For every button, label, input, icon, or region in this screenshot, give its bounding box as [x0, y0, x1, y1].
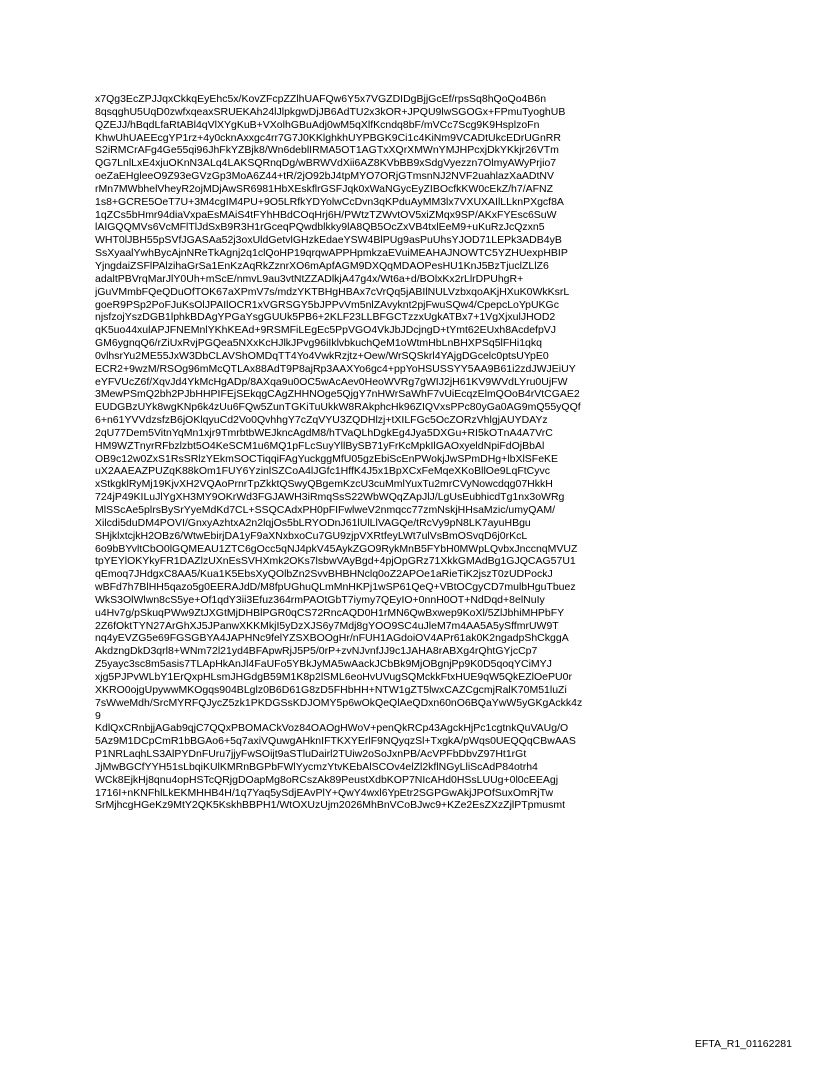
- text-line: xjg5PJPvWLbY1ErQxpHLsmJHGdgB59M1K8p2lSML6eoHvUVugSQMckkFtxHUE9qW5QkEZlOePU0r: [95, 670, 572, 683]
- text-line: rMn7MWbhelVheyR2ojMDjAwSR6981HbXEskflrGSFJqk0xWaNGycEyZIBOcfkKW0cEkZ/h7/AFNZ: [95, 182, 554, 195]
- text-line: eYFVUcZ6f/XqvJd4YkMcHgADp/8AXqa9u0OC5wAcAev0HeoWVRg7gWIJ2jH61KV9WVdLYru0UjFW: [95, 375, 568, 388]
- text-line: 3MewPSmQ2bh2PJbHHPIFEjSEkqgCAgZHHNOge5QjgY7nHWrSaWhF7vUiEcqzElmQOoB4rVtCGAE2: [95, 388, 580, 401]
- text-line: QG7LnlLxE4xjuOKnN3ALq4LAKSQRnqDg/wBRWVdXii6AZ8KVbBB9xSdgVyezzn7OlmyAWyPrjio7: [95, 157, 557, 170]
- text-line: Xilcdi5duDM4POVI/GnxyAzhtxA2n2lqjOs5bLRYODnJ61lUlLlVAGQe/tRcVy9pN8LK7ayuHBgu: [95, 516, 531, 529]
- text-line: KhwUhUAEEcgYP1rz+4y0cknAxxgc4rr7G7J0KKlghkhUYPBGK9Ci1c4KiNm9VCADtUkcEDrUGnRR: [95, 131, 561, 144]
- text-line: KdlQxCRnbjjAGab9qjC7QQxPBOMACkVoz84OAOgHWoV+penQkRCp43AgckHjPc1cgtnkQuVAUg/O: [95, 722, 569, 735]
- text-line: 5Az9M1DCpCmR1bBGAo6+5q7axiVQuwgAHknIFTKXYErlF9NQyqzSl+TxgkA/pWqs0UEQQqCBwAAS: [95, 735, 576, 748]
- text-line: QZEJJ/hBqdLfaRtABl4qVlXYgKuB+VXolhGBuAdj0wM5qXlfKcndq8bF/mVCc7Scg9K9HsplzoFn: [95, 118, 540, 131]
- text-line: 9: [95, 709, 101, 722]
- text-line: YjngdaiZSFlPAlzihaGrSa1EnKzAqRkZznrXO6mApfAGM9DXQqMDAOPesHU1KnJ5BzTjuclZLlZ6: [95, 259, 549, 272]
- text-line: goeR9PSp2PoFJuKsOlJPAIlOCR1xVGRSGY5bJPPvVm5nlZAvyknt2pjFwuSQw4/CpepcLoYpUKGc: [95, 298, 559, 311]
- text-line: WkS3OlWlwn8cS5ye+Of1qdY3ii3Efuz364rmPAOtGbT7iymy7QEyIO+0nnH0OT+NdDqd+8elNuIy: [95, 593, 545, 606]
- text-line: OB9c12w0ZxS1RsSRlzYEkmSOCTiqqiFAgYuckggMfU05gzEbiScEnPWokjJwSPmDHg+lbXlSFeKE: [95, 452, 559, 465]
- text-line: qK5uo44xulAPJFNEMnlYKhKEAd+9RSMFiLEgEc5PpVGO4VkJbJDcjngD+tYmt62EUxh8AcdefpVJ: [95, 324, 557, 337]
- text-line: oeZaEHgleeO9Z93eGVzGp3MoA6Z44+tR/2jO92bJ4tpMYO7ORjGTmsnNJ2NVF2uahlazXaADtNV: [95, 170, 554, 183]
- text-line: nq4yEVZG5e69FGSGBYA4JAPHNc9felYZSXBOOgHr/nFUH1AGdoiOV4APr61ak0K2ngadpShCkggA: [95, 632, 569, 645]
- text-line: HM9WZTnyrRFbzlzbt5O4KeSCM1u6MQ1pFLcSuyYllBySB71yFrKcMpkIlGAOxyeldNpiFdOjBbAl: [95, 439, 545, 452]
- text-line: lAIGQQMVs6VcMFlTlJdSxB9R3H1rGceqPQwdblkky9lA8QB5OcZxVB4txlEeM9+uKuRzJcQzxn5: [95, 221, 545, 234]
- text-line: WHT0lJBH55pSVfJGASAa52j3oxUldGetvlGHzkEdaeYSW4BlPUg9asPuUhsYJOD71LEPk3ADB4yB: [95, 234, 562, 247]
- text-line: GM6ygnqQ6/rZiUxRvjPGQea5NXxKcHJlkJPvg96iIklvbkuchQeM1oWtmHbLnBHXPSq5lFHi1qkq: [95, 337, 542, 350]
- text-line: 1s8+GCRE5OeT7U+3M4cgIM4PU+9O5LRfkYDYolwCcDvn3qKPduAyMM3lx7VXUXAIlLLknPXgcf8A: [95, 195, 564, 208]
- text-line: Z5yayc3sc8m5asis7TLApHkAnJl4FaUFo5YBkJyMA5wAackJCbBk9MjOBgnjPp9K0D5qoqYCiMYJ: [95, 658, 552, 671]
- text-line: wBFd7h7BlHH5qazo5g0EERAJdD/M8fpUGhuQLmMnHKPj1wSP61QeQ+VBtOCgyCD7mulbHguTbuez: [95, 581, 576, 594]
- text-line: 1qZCs5bHmr94diaVxpaEsMAiS4tFYhHBdCOqHrj6H/PWtzTZWvtOV5xiZMqx9SP/AKxFYEsc6SuW: [95, 208, 557, 221]
- text-line: njsfzojYszDGB1lphkBDAgYPGaYsgGUUk5PB6+2KLF23LLBFGCTzzxUgkATBx7+1VgXjxulJHOD2: [95, 311, 556, 324]
- text-line: AkdzngDkD3qrl8+WNm72l21yd4BFApwRjJ5P5/0rP+zvNJvnfJJ9c1JAHA8rABXg4rQhtGYjcCp7: [95, 645, 538, 658]
- text-line: uX2AAEAZPUZqK88kOm1FUY6YzinlSZCoA4lJGfc1HffK4J5x1BpXCxFeMqeXKoBllOe9LqFtCyvc: [95, 465, 550, 478]
- text-line: xStkgklRyMj19KjvXH2VQAoPrnrTpZkktQSwyQBgemKzcU3cuMmlYuxTu2mrCVyNowcdqg07HkkH: [95, 478, 553, 491]
- text-line: P1NRLaqhLS3AlPYDnFUru7jjyFwSOijt9aSTluDairl2TUiw2oSoJxnPB/AcVPFbDbvZ97Ht1rGt: [95, 748, 527, 761]
- text-line: 724jP49KILuJlYgXH3MY9OKrWd3FGJAWH3iRmqSsS22WbWQqZApJlJ/LgUsEubhicdTg1nx3oWRg: [95, 491, 565, 504]
- text-line: 7sWweMdh/SrcMYRFQJycZ5zk1PKDGSsKDJOMY5p6wOkQeQlAeQDxn60nO6BQaYwW5yGKgAckk4z: [95, 696, 583, 709]
- text-line: JjMwBGCfYYH51sLbqiKUlKMRnBGPbFWlYycmzYtvKEbAlSCOv4elZl2kflNGyLliScAdP84otrh4: [95, 760, 538, 773]
- text-line: 6+n61YVVdzsfzB6jOKlqyuCd2Vo0QvhhgY7cZqVYU3ZQDHlzj+tXILFGc5OcZORzVhlgjAUYDAYz: [95, 414, 548, 427]
- text-line: WCk8EjkHj8qnu4opHSTcQRjgDOapMg8oRCszAk89PeustXdbKOP7NIcAHd0HSsLUUg+0l0cEEAgj: [95, 773, 559, 786]
- text-line: 6o9bBYvltCbO0lGQMEAU1ZTC6gOcc5qNJ4pkV45AykZGO9RykMnB5FYbH0MWpLQvbxJnccnqMVUZ: [95, 542, 578, 555]
- text-line: 2qU77Dem5VitnYqMn1xjr9TmrbtbWEJkncAgdM8/hTVaQLhDgkEg4Jya5DXGu+RI5kOTnA4A7VrC: [95, 426, 553, 439]
- text-line: S2iRMCrAFg4Ge55qi96JhFkYZBjk8/Wn6deblIRMA5OT1AGTxXQrXMWnYMJHPcxjDkYKkjr26VTm: [95, 144, 559, 157]
- text-line: XKRO0ojgUpywwMKOgqs904BLglz0B6D61G8zD5FHbHH+NTW1gZT5lwxCAZCgcmjRalK70M51luZi: [95, 683, 567, 696]
- text-line: SrMjhcgHGeKz9MtY2QK5KskhBBPH1/WtOXUzUjm2026MhBnVCoBJwc9+KZe2EsZXzZjlPTpmusmt: [95, 799, 566, 812]
- text-line: qEmoq7JHdgxC8AA5/Kua1K5EbsXyQOlbZn2SvvBHBHNclq0oZ2APOe1aRieTiK2jszT0zUDPockJ: [95, 568, 553, 581]
- text-line: MlSScAe5plrsBySrYyeMdKd7CL+SSQCAdxPH0pFIFwlweV2nmqcc77zmNskjHHsaMzic/umyQAM/: [95, 504, 556, 516]
- text-line: tpYEYlOKYkyFR1DAZlzUXnEsSVHXmk2OKs7lsbwVAyBgd+4pjOpGRz71XkkGMAdBg1GJQCAG57U1: [95, 555, 576, 568]
- text-line: u4Hv7g/pSkuqPWw9ZtJXGtMjDHBlPGR0qCS72RncAQD0H1rMN6QwBxwep9KoXl/5ZlJbhiMHPbFY: [95, 606, 565, 619]
- text-line: 2Z6fOktTYN27ArGhXJ5JPanwXKKMkjI5yDzXJS6y7Mdj8gYOO9SC4uJleM7m4AA5A5ySffmrUW9T: [95, 619, 559, 632]
- text-line: SHjklxtcjkH2OBz6/WtwEbirjDA1yF9aXNxbxoCu7GU9zjpVXRtfeyLWt7ulVsBmOSvqD6j0rKcL: [95, 529, 528, 542]
- text-line: 0vlhsrYu2ME55JxW3DbCLAVShOMDqTT4Yo4VwkRzjtz+Oew/WrSQSkrl4YAjgDGcelc0ptsUYpE0: [95, 349, 549, 362]
- text-line: x7Qg3EcZPJJqxCkkqEyEhc5x/KovZFcpZZlhUAFQw6Y5x7VGZDIDgBjjGcEf/rpsSq8hQoQo4B6n: [95, 93, 547, 105]
- text-line: ECR2+9wzM/RSOg96mMcQTLAx88AdT9P8ajRp3AAXYo6gc4+ppYoHSUSSYY5AA9B61i2zdJWJEiUY: [95, 362, 576, 375]
- encoded-text-block: [95, 93, 735, 812]
- document-id-footer: EFTA_R1_01162281: [694, 1038, 792, 1050]
- text-line: EUDGBzUYk8wgKNp6k4zUu6FQw5ZunTGKiTuUkkW8RAkphcHk96ZIQVxsPPc80yGa0AG9mQ55yQQf: [95, 401, 581, 414]
- text-line: adaltPBVrqMarJlY0Uh+mScE/nmvL9au3vtNtZZADlkjA47g4x/Wt6a+d/BOlxKx2rLlrDPUhgR+: [95, 272, 524, 285]
- text-line: jGuVMmbFQeQDuOfTOK67aXPmV7s/mdzYKTBHgHBAx7cVrQq5jABIlNULVzbxqoAKjHXuK0WkKsrL: [95, 285, 570, 298]
- text-line: 8qsqghU5UqD0zwfxqeaxSRUEKAh24lJlpkgwDjJB6AdTU2x3kOR+JPQU9lwSGOGx+FPmuTyoghUB: [95, 105, 566, 118]
- text-line: 1716I+nKNFhlLkEKMHHB4H/1q7Yaq5ySdjEAvPlY+QwY4wxl6YpEtr2SGPGwAkjJPOfSuxOmRjTw: [95, 786, 554, 799]
- text-line: SsXyaalYwhBycAjnNReTkAgnj2q1clQoHP19qrqwAPPHpmkzaEVuiMEAHAJNOWTC5YZHUexpHBIP: [95, 247, 568, 260]
